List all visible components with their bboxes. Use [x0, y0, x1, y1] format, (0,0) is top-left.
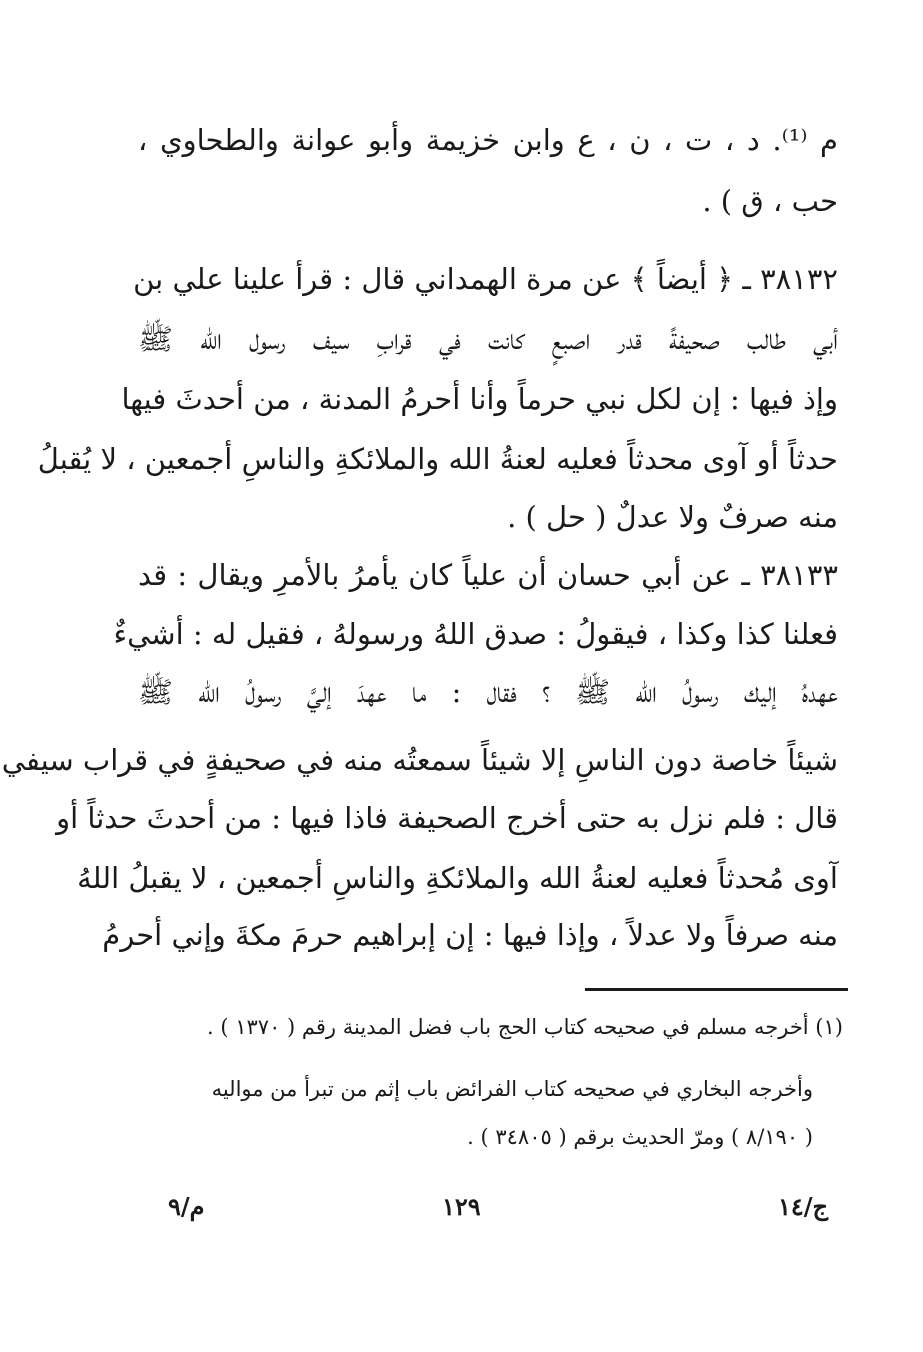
text-line: وإذ فيها : إن لكل نبي حرماً وأنا أحرمُ المدنة ، من أحدثَ فيها	[121, 382, 838, 416]
footnote-line: (١) أخرجه مسلم في صحيحه كتاب الحج باب فضل المدينة رقم ( ١٣٧٠ ) .	[207, 1015, 843, 1039]
hadith-38132-start: ٣٨١٣٢ ـ ﴿ أيضاً ﴾ عن مرة الهمداني قال : قرأ علينا علي بن	[133, 262, 838, 296]
main-text	[1, 0, 839, 980]
text-line: قال : فلم نزل به حتى أخرج الصحيفة فاذا فيها : من أحدثَ حدثاً أو	[56, 801, 838, 835]
text-line: منه صرفاً ولا عدلاً ، وإذا فيها : إن إبراهيم حرمَ مكةَ وإني أحرمُ	[102, 918, 838, 952]
text-line: عهدهُ إليك رسولُ الله ﷺ ؟ فقال : ما عهدَ إليَّ رسولُ الله ﷺ	[138, 675, 838, 709]
page-number: ١٢٩	[442, 1192, 481, 1221]
footnote-line: وأخرجه البخاري في صحيحه كتاب الفرائض باب إثم من تبرأ من مواليه	[211, 1077, 813, 1101]
text-line: حدثاً أو آوى محدثاً فعليه لعنةُ الله والملائكةِ والناسِ أجمعين ، لا يُقبلُ	[37, 442, 838, 476]
text-line: فعلنا كذا وكذا ، فيقولُ : صدق اللهُ ورسولهُ ، فقيل له : أشيءٌ	[113, 617, 838, 651]
volume-marker: ج/١٤	[777, 1192, 828, 1221]
text-line: م ⁽¹⁾. د ، ت ، ن ، ع وابن خزيمة وأبو عوانة والطحاوي ،	[138, 123, 839, 157]
footnote-line: ( ٨/١٩٠ ) ومرّ الحديث برقم ( ٣٤٨٠٥ ) .	[467, 1125, 813, 1149]
part-marker: م/٩	[168, 1192, 205, 1221]
text-line: منه صرفٌ ولا عدلٌ ( حل ) .	[507, 500, 838, 534]
text-line: شيئاً خاصة دون الناسِ إلا شيئاً سمعتُه منه في صحيفةٍ في قراب سيفي	[1, 743, 838, 777]
text-line: أبي طالب صحيفةً قدر اصبعٍ كانت في قرابِ سيف رسول الله ﷺ	[138, 322, 838, 356]
text-line: آوى مُحدثاً فعليه لعنةُ الله والملائكةِ والناسِ أجمعين ، لا يقبلُ اللهُ	[77, 861, 838, 895]
hadith-38133-start: ٣٨١٣٣ ـ عن أبي حسان أن علياً كان يأمرُ بالأمرِ ويقال : قد	[138, 558, 838, 592]
text-line: حب ، ق ) .	[702, 184, 838, 218]
footnote-separator	[585, 988, 848, 991]
